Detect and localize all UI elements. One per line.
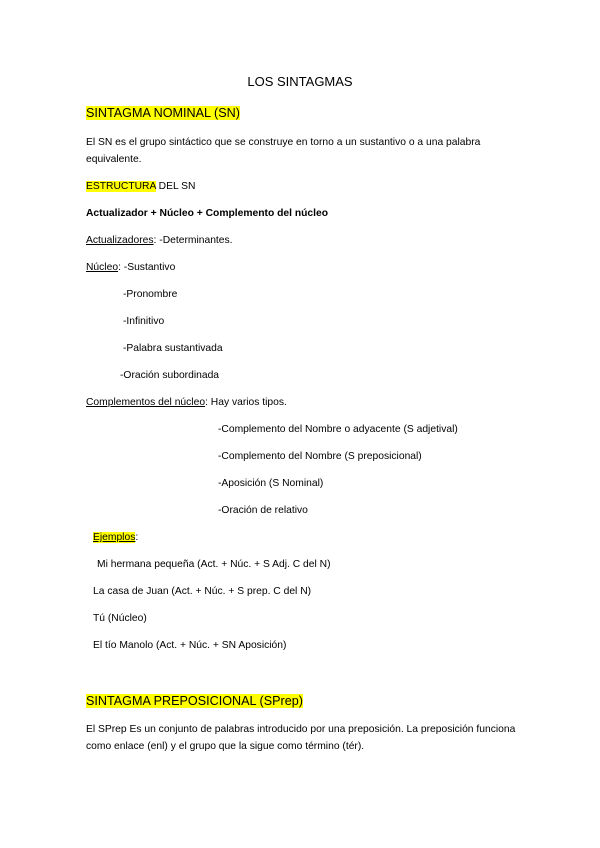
complementos-rest: : Hay varios tipos. (205, 397, 287, 408)
structure-rest: DEL SN (155, 181, 196, 192)
nucleo-item: -Pronombre (123, 289, 178, 300)
nucleo-item: -Oración subordinada (120, 370, 220, 381)
nucleo-label: Núcleo (86, 262, 119, 273)
nucleo-rest: : -Sustantivo (118, 262, 176, 273)
complemento-item: -Complemento del Nombre (S preposicional) (218, 451, 422, 462)
sprep-intro: El SPrep Es un conjunto de palabras introducido por una preposición. La preposición funciona como enlace (enl) y el grupo que la sigue como término (tér). (86, 724, 516, 752)
nucleo-item: -Infinitivo (123, 316, 165, 327)
actualizadores-line (86, 234, 233, 248)
nucleo-line (86, 261, 175, 275)
sn-heading-text: SINTAGMA NOMINAL (SN) (86, 106, 240, 120)
example-item: Mi hermana pequeña (Act. + Núc. + S Adj. C del N) (97, 559, 331, 570)
actualizadores-rest: : -Determinantes. (153, 235, 233, 246)
nucleo-item: -Palabra sustantivada (123, 343, 223, 354)
structure-formula: Actualizador + Núcleo + Complemento del núcleo (86, 208, 329, 219)
complemento-item: -Aposición (S Nominal) (218, 478, 324, 489)
sn-intro: El SN es el grupo sintáctico que se construye en torno a un sustantivo o a una palabra equivalente. (86, 137, 481, 165)
example-item: La casa de Juan (Act. + Núc. + S prep. C del N) (93, 586, 312, 597)
example-item: Tú (Núcleo) (93, 613, 147, 624)
page-title: LOS SINTAGMAS (247, 74, 353, 89)
sprep-heading-text: SINTAGMA PREPOSICIONAL (SPrep) (86, 694, 303, 708)
examples-colon: : (135, 532, 139, 543)
complemento-item: -Complemento del Nombre o adyacente (S adjetival) (218, 424, 458, 435)
structure-label: ESTRUCTURA (86, 181, 156, 192)
examples-line (93, 531, 138, 545)
examples-label: Ejemplos (93, 532, 136, 543)
complemento-item: -Oración de relativo (218, 505, 308, 516)
complementos-line (86, 396, 287, 410)
sprep-heading (86, 694, 303, 708)
actualizadores-label: Actualizadores (86, 235, 154, 246)
sn-heading (86, 106, 240, 120)
structure-line (86, 180, 195, 194)
complementos-label: Complementos del núcleo (86, 397, 206, 408)
example-item: El tío Manolo (Act. + Núc. + SN Aposición) (93, 640, 287, 651)
